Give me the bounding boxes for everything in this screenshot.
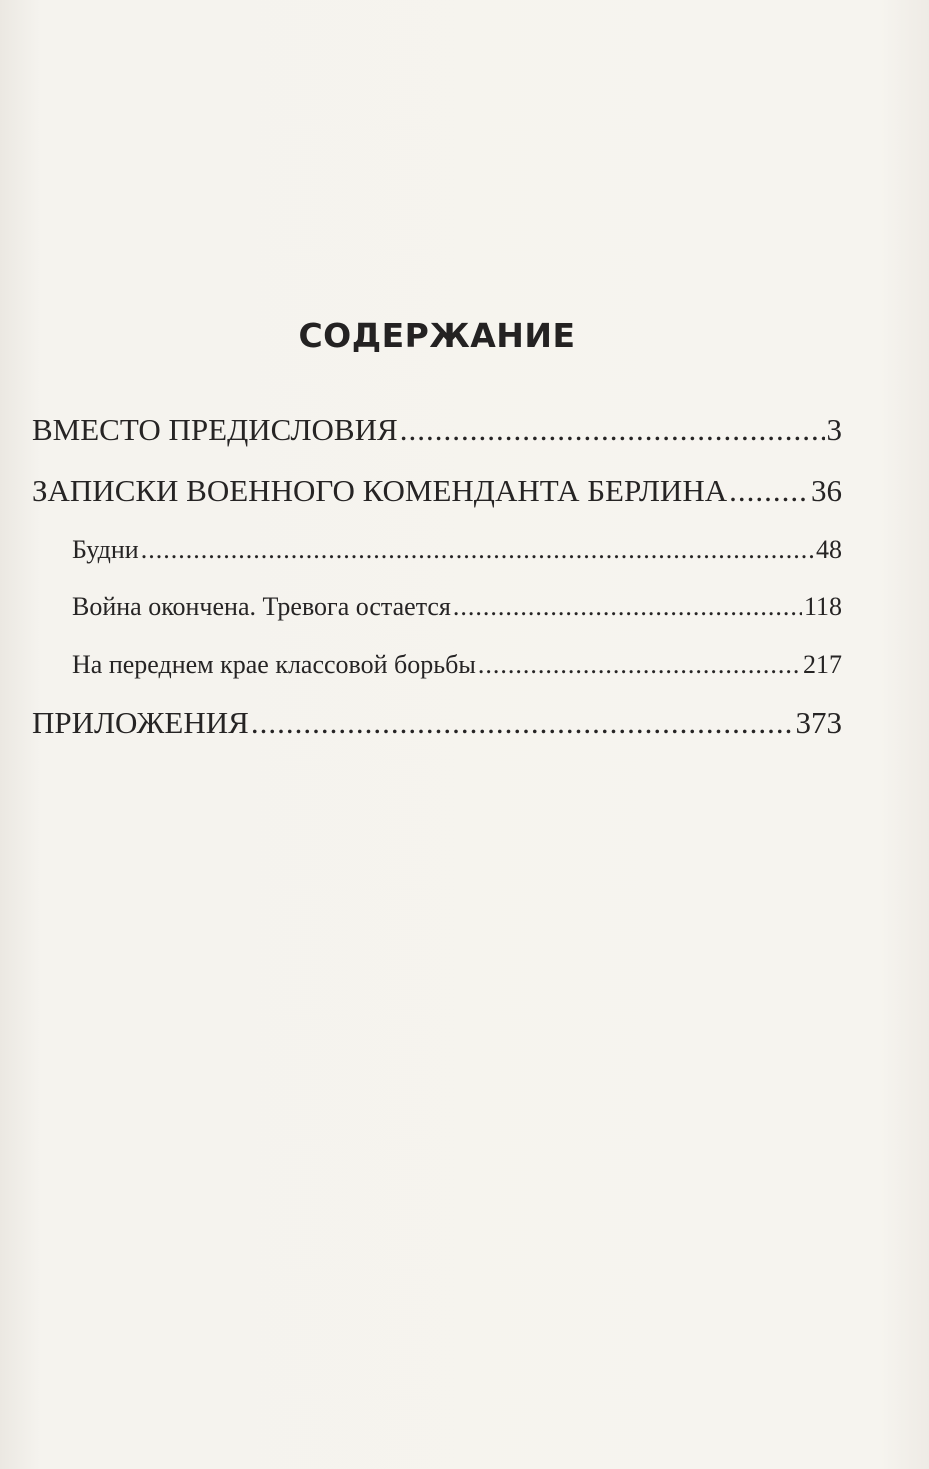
toc-entry-budni — [72, 535, 842, 565]
dot-leader — [400, 412, 825, 448]
toc-entry-label: ЗАПИСКИ ВОЕННОГО КОМЕНДАНТА БЕРЛИНА — [32, 473, 728, 508]
dot-leader — [453, 592, 802, 622]
toc-entry-label: Война окончена. Тревога остается — [72, 592, 451, 621]
toc-entry-page: 36 — [811, 473, 842, 508]
toc-entry-label: Будни — [72, 535, 139, 564]
toc-entry-voyna-okonchena — [72, 592, 842, 622]
dot-leader — [251, 705, 794, 741]
toc-entry-page: 118 — [803, 592, 842, 621]
toc-entry-page: 3 — [826, 412, 842, 447]
toc-entry-na-perednem-krae — [72, 650, 842, 680]
dot-leader — [478, 650, 801, 680]
toc-entry-label: ПРИЛОЖЕНИЯ — [32, 705, 249, 740]
toc-entry-page: 217 — [803, 650, 842, 679]
toc-entry-label: ВМЕСТО ПРЕДИСЛОВИЯ — [32, 412, 398, 447]
dot-leader — [141, 535, 814, 565]
toc-entry-vmesto-predisloviya — [32, 412, 842, 448]
toc-entry-page: 373 — [795, 705, 842, 740]
dot-leader — [729, 473, 809, 509]
toc-entry-page: 48 — [816, 535, 842, 564]
toc-entry-label: На переднем крае классовой борьбы — [72, 650, 476, 679]
toc-entry-zapiski — [32, 473, 842, 509]
toc-title: СОДЕРЖАНИЕ — [298, 316, 576, 355]
toc-entry-prilozheniya — [32, 705, 842, 741]
